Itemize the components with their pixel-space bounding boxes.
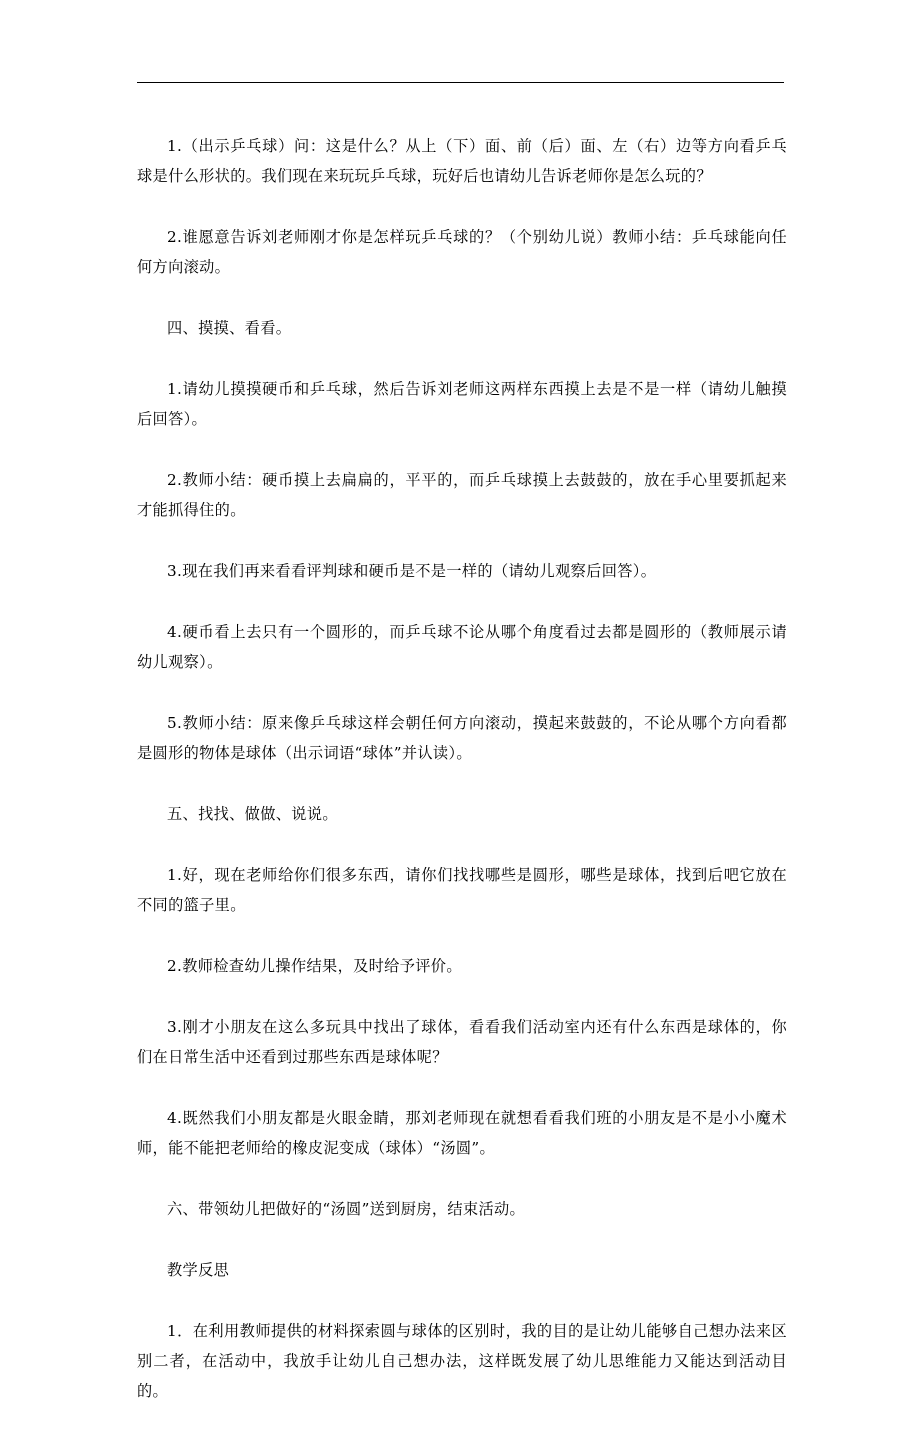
paragraph-reflection-1: 1．在利用教师提供的材料探索圆与球体的区别时，我的目的是让幼儿能够自己想办法来区别二者，在活动中，我放手让幼儿自己想办法，这样既发展了幼儿思维能力又能达到活动目的。 [137,1322,787,1400]
paragraph-coin-circle: 4.硬币看上去只有一个圆形的，而乒乓球不论从哪个角度看过去都是圆形的（教师展示请幼儿观察）。 [137,623,787,671]
section-heading-touch-look: 四、摸摸、看看。 [167,319,292,337]
paragraph-sort-objects: 1.好，现在老师给你们很多东西，请你们找找哪些是圆形，哪些是球体，找到后吧它放在不同的篮子里。 [137,866,787,914]
paragraph-clay-tangyuan: 4.既然我们小朋友都是火眼金睛，那刘老师现在就想看看我们班的小朋友是不是小小魔术师，能不能把老师给的橡皮泥变成（球体）“汤圆”。 [137,1109,787,1157]
section-heading-find-make-say: 五、找找、做做、说说。 [167,805,338,823]
header-rule [137,82,784,83]
paragraph-ping-pong-shape: 1.（出示乒乓球）问：这是什么？从上（下）面、前（后）面、左（右）边等方向看乒乓球是什么形状的。我们现在来玩玩乒乓球，玩好后也请幼儿告诉老师你是怎么玩的？ [137,137,787,185]
paragraph-check-results: 2.教师检查幼儿操作结果，及时给予评价。 [167,957,462,975]
section-heading-end-activity: 六、带领幼儿把做好的“汤圆”送到厨房，结束活动。 [167,1200,526,1218]
document-body [137,131,787,1437]
paragraph-teacher-summary-touch: 2.教师小结：硬币摸上去扁扁的，平平的，而乒乓球摸上去鼓鼓的，放在手心里要抓起来才能抓得住的。 [137,471,787,519]
paragraph-touch-coin-ball: 1.请幼儿摸摸硬币和乒乓球，然后告诉刘老师这两样东西摸上去是不是一样（请幼儿触摸后回答）。 [137,380,787,428]
paragraph-find-spheres-room: 3.刚才小朋友在这么多玩具中找出了球体，看看我们活动室内还有什么东西是球体的，你们在日常生活中还看到过那些东西是球体呢？ [137,1018,787,1066]
section-heading-teaching-reflection: 教学反思 [167,1261,230,1279]
paragraph-sphere-summary: 5.教师小结：原来像乒乓球这样会朝任何方向滚动，摸起来鼓鼓的，不论从哪个方向看都是圆形的物体是球体（出示词语“球体”并认读）。 [137,714,787,762]
paragraph-look-compare: 3.现在我们再来看看评判球和硬币是不是一样的（请幼儿观察后回答）。 [167,562,657,580]
paragraph-ping-pong-rolling: 2.谁愿意告诉刘老师刚才你是怎样玩乒乓球的？（个别幼儿说）教师小结：乒乓球能向任何方向滚动。 [137,228,787,276]
